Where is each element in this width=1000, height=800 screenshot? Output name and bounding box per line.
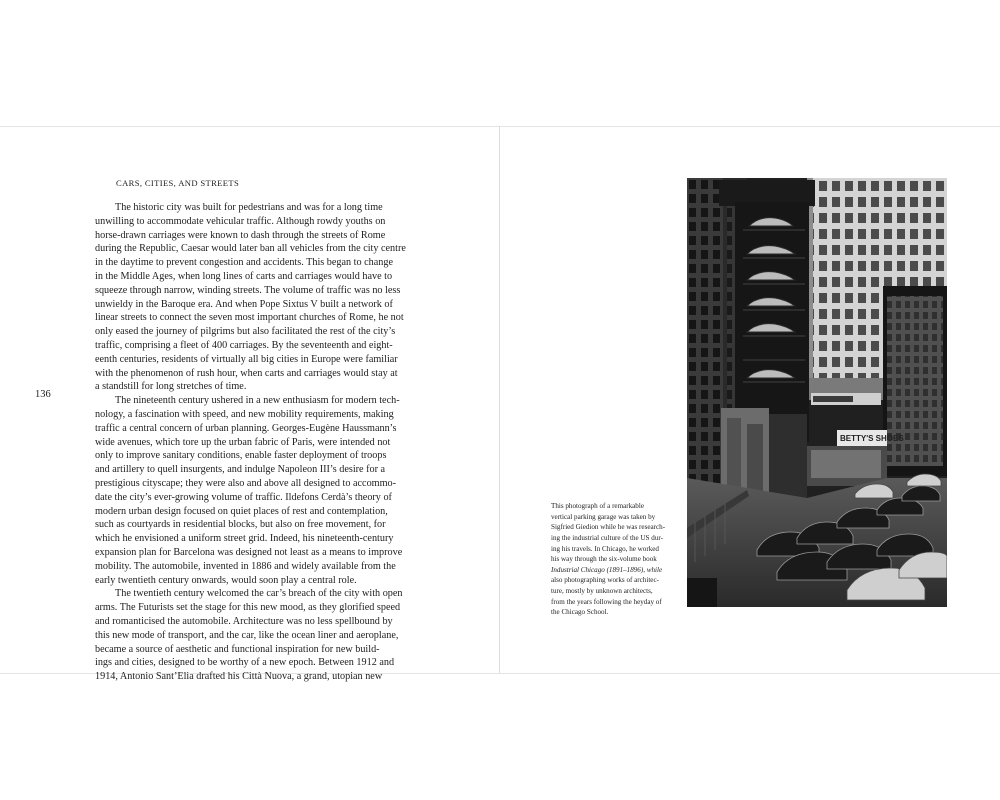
body-line: horse-drawn carriages were known to dash through the streets of Rome: [95, 229, 386, 241]
body-line: in the Middle Ages, when long lines of carts and carriages would have to: [95, 270, 393, 282]
caption-line: ing his travels. In Chicago, he worked: [551, 544, 659, 553]
caption-line: [551, 565, 671, 576]
body-line: 1914, Antonio Sant’Elia drafted his Città Nuova, a grand, utopian new: [95, 671, 383, 683]
body-line: expansion plan for Barcelona was designed not least as a means to improve: [95, 546, 403, 558]
body-line: The nineteenth century ushered in a new enthusiasm for modern tech-: [115, 395, 400, 407]
body-line: became a source of aesthetic and functional inspiration for new build-: [95, 643, 380, 655]
body-text: [95, 201, 406, 684]
photo-caption: [551, 501, 671, 618]
body-line: traffic, comprising a fleet of 400 carriages. By the seventeenth and eight-: [95, 339, 393, 351]
body-line: date the city’s ever-growing volume of traffic. Ildefons Cerdà’s theory of: [95, 491, 392, 503]
body-line: only to improve sanitary conditions, enable faster deployment of troops: [95, 450, 387, 462]
caption-line: This photograph of a remarkable: [551, 502, 644, 510]
body-line: nology, a fascination with speed, and new mobility requirements, making: [95, 408, 394, 420]
body-line: with the phenomenon of rush hour, when carts and carriages would stay at: [95, 367, 398, 379]
body-line: only eased the journey of pilgrims but also facilitated the rest of the city’s: [95, 326, 396, 338]
body-line: unwieldy in the Baroque era. And when Pope Sixtus V built a network of: [95, 298, 393, 310]
caption-line: also photographing works of architec-: [551, 576, 659, 585]
body-line: a standstill for long stretches of time.: [95, 381, 247, 393]
body-line: ings and cities, designed to be worthy of a new epoch. Between 1912 and: [95, 657, 395, 669]
page-gutter: [499, 126, 500, 673]
body-line: unwilling to accommodate vehicular traffic. Although rowdy youths on: [95, 215, 386, 227]
body-line: early twentieth century onwards, would soon play a central role.: [95, 574, 357, 586]
body-line: modern urban design focused on quiet places of rest and contemplation,: [95, 505, 388, 517]
body-line: traffic a central concern of urban planning. Georges-Eugène Haussmann’s: [95, 422, 397, 434]
caption-line: ing the industrial culture of the US dur-: [551, 533, 663, 542]
parking-garage-photo: [687, 178, 947, 607]
storefront-sign: BETTY'S SHOES: [840, 434, 904, 443]
caption-line: vertical parking garage was taken by: [551, 512, 656, 521]
body-line: The twentieth century welcomed the car’s breach of the city with open: [115, 588, 403, 600]
body-line: in the daytime to prevent congestion and accidents. This began to change: [95, 257, 393, 269]
body-line: this new mode of transport, and the car, like the ocean liner and aeroplane,: [95, 629, 399, 641]
caption-line: ture, mostly by unknown architects,: [551, 587, 653, 596]
body-line: mobility. The automobile, invented in 1886 and widely available from the: [95, 560, 396, 572]
body-line: such as courtyards in residential blocks, but also on free movement, for: [95, 519, 386, 531]
body-line: squeeze through narrow, winding streets. The volume of traffic was no less: [95, 284, 401, 296]
body-line: arms. The Futurists set the stage for this new mood, as they glorified speed: [95, 602, 401, 614]
caption-line: Sigfried Giedion while he was research-: [551, 523, 666, 532]
body-line: eenth centuries, residents of virtually all big cities in Europe were familiar: [95, 353, 398, 365]
book-title: Industrial Chicago (1891–1896), while: [551, 565, 663, 574]
body-line: linear streets to connect the seven most important churches of Rome, he not: [95, 312, 404, 324]
body-line: and romanticised the automobile. Architecture was no less spellbound by: [95, 615, 393, 627]
body-line: which he envisioned a uniform street grid. Indeed, his nineteenth-century: [95, 533, 394, 545]
page-number: 136: [35, 389, 51, 400]
caption-line: from the years following the heyday of: [551, 597, 662, 606]
caption-line: his way through the six-volume book: [551, 555, 657, 564]
caption-line: the Chicago School.: [551, 608, 609, 617]
body-line: prestigious cityscape; they were also and above all designed to accommo-: [95, 477, 396, 489]
body-line: and artillery to quell insurgents, and indulge Napoleon III’s desire for a: [95, 464, 386, 476]
section-title: CARS, CITIES, AND STREETS: [116, 178, 240, 188]
body-line: wide avenues, which tore up the urban fabric of Paris, were intended not: [95, 436, 391, 448]
body-line: during the Republic, Caesar would later ban all vehicles from the city centre: [95, 243, 406, 255]
body-line: The historic city was built for pedestrians and was for a long time: [115, 202, 383, 213]
